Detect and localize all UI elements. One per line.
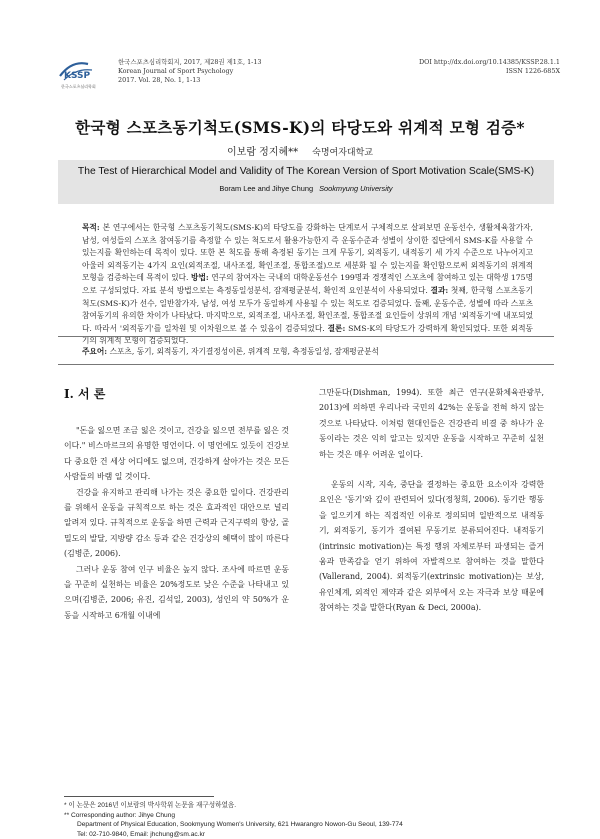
- journal-header: [58, 56, 560, 94]
- paragraph: 그러나 운동 참여 인구 비율은 높지 않다. 조사에 따르면 운동을 꾸준히 실천하는 비율은 20%정도로 낮은 수준을 나타내고 있으며(김병준, 2006; 유진, 김석일, 2003), 성인의 약 50%가 운동을 시작하고 6개월 이내에: [64, 564, 289, 620]
- footnote-address: Department of Physical Education, Sookmyung Women's University, 621 Hwarangro Nowon-Gu Seoul, 139-774: [77, 821, 403, 829]
- journal-logo: [58, 56, 98, 92]
- authors-ko-line: [0, 143, 600, 158]
- doi-link[interactable]: DOI http://dx.doi.org/10.14385/KSSP.28.1.1: [418, 58, 560, 66]
- affiliation-ko: 숙명여자대학교: [312, 148, 373, 158]
- body-column-right: [319, 385, 544, 616]
- logo-subtext: 한국스포츠심리학회: [61, 84, 96, 89]
- abstract-result-label: 결과:: [430, 285, 449, 295]
- abstract-purpose-label: 목적:: [82, 223, 100, 232]
- english-title-box: [58, 160, 554, 204]
- logo-text: KSSP: [64, 71, 91, 81]
- doi-block: [419, 58, 560, 76]
- footnote-contact: Tel: 02-710-9840, Email: jhchung@sm.ac.kr: [77, 830, 206, 838]
- footnotes: [64, 801, 534, 839]
- authors-en: Boram Lee and Jihye Chung: [219, 184, 314, 193]
- footnote-1: * 이 논문은 2016년 이보람의 박사학위 논문을 재구성하였음.: [64, 802, 237, 809]
- abstract-conclusion: SMS-K의 타당도가 강력하게 확인되었다. 또한 외적동기의 위계적 모형이 검증되었다.: [82, 323, 533, 346]
- abstract: [82, 222, 533, 348]
- article-title-en: The Test of Hierarchical Model and Validity of The Korean Version of Sport Motivation Scale(SMS-K): [77, 166, 535, 177]
- affiliation-en: Sookmyung University: [319, 184, 393, 193]
- paragraph: "돈을 잃으면 조금 잃은 것이고, 건강을 잃으면 전부를 잃은 것이다." 비스마르크의 유명한 명언이다. 이 명언에도 있듯이 건강보다 중요한 건 세상 어디에도 없으며, 건강하게 살아가는 것은 모든 사람들의 바램 일 것이다.: [64, 426, 289, 482]
- abstract-conclusion-label: 결론:: [327, 323, 346, 333]
- abstract-purpose: 본 연구에서는 한국형 스포츠동기척도(SMS-K)의 타당도를 강화하는 단계로서 구체적으로 살펴보면 운동선수, 생활체육참가자, 남성, 여성들의 스포츠 참여동기를 측정할 수 있는 척도로서 활용가능한지 즉 운동수준과 성별이 상이한 집단에서 SMS-K를 사용할 수 있는지를 확인하는데 목적이 있다. 또한 본 척도를 통해 측정된 동기는 크게 무동기, 외적동기, 내적동기 세 가지 수준으로 나누어지고 아울러 외적동기는 4가지 요인(외적조절, 내사조절, 확인조절, 통합조절)으로 세분화 될 수 있는지를 확인함으로써 외적동기의 위계적 모형을 검증하는데 목적이 있다.: [82, 223, 533, 283]
- journal-name-en: Korean Journal of Sport Psychology: [118, 67, 234, 75]
- footnote-2: ** Corresponding author: Jihye Chung: [64, 811, 176, 819]
- article-title-ko: 한국형 스포츠동기척도(SMS-K)의 타당도와 위계적 모형 검증*: [75, 118, 525, 137]
- paragraph: 운동의 시작, 지속, 중단을 결정하는 중요한 요소이자 강력한 요인은 '동기'와 깊이 관련되어 있다(정청희, 2006). 동기란 행동을 일으키게 하는 직접적인 이유로 정의되며 일반적으로 내적동기, 외적동기, 동기가 결여된 무동기로 분류되어진다. 내적동기(intrinsic motivation)는 특정 행위 자체로부터 파생되는 즐거움과 만족감을 얻기 위하여 자발적으로 참여하는 것을 말한다(Vallerand, 2004). 외적동기(extrinsic motivation)는 보상, 유인체계, 외적인 제약과 같은 외부에서 오는 자극과 보상 때문에 참여하는 것을 말한다(Ryan & Deci, 2000a).: [319, 480, 544, 613]
- journal-volume: 2017. Vol. 28, No. 1, 1-13: [118, 76, 201, 84]
- keywords-text: 스포츠, 동기, 외적동기, 자기결정성이론, 위계적 모형, 측정동일성, 잠재평균분석: [107, 347, 379, 356]
- abstract-divider: [58, 336, 554, 337]
- keywords: [82, 346, 533, 358]
- paragraph: 그만둔다(Dishman, 1994). 또한 최근 연구(문화체육관광부, 2013)에 의하면 우리나라 국민의 42%는 운동을 전혀 하지 않는 것으로 나타났다. 이처럼 현대인들은 건강관리 비결 중 하나가 운동이라는 것은 익히 알고는 있지만 운동을 시작하고 꾸준히 실천하는 것은 매우 어려운 일이다.: [319, 388, 544, 459]
- footnote-divider: [64, 796, 214, 797]
- abstract-method: 연구의 참여자는 국내의 대학운동선수 199명과 경쟁적인 스포츠에 참여하고 있는 대학생 175명으로 구성되었다. 자료 분석 방법으로는 측정동일성분석, 잠재평균분석, 확인적 요인분석이 사용되었다.: [82, 273, 533, 295]
- authors-ko: 이보람 정지혜**: [227, 147, 299, 158]
- body-column-left: [64, 423, 289, 623]
- journal-citation: [118, 58, 261, 85]
- abstract-method-label: 방법:: [191, 273, 209, 283]
- keywords-divider: [58, 364, 554, 365]
- issn: ISSN 1226-685X: [506, 67, 560, 75]
- journal-name-ko: 한국스포츠심리학회지, 2017, 제28권 제1호, 1-13: [118, 58, 262, 66]
- section-heading: I. 서 론: [64, 387, 106, 401]
- abstract-result: 첫째, 한국형 스포츠동기척도(SMS-K)가 선수, 일반참가자, 남성, 여성 모두가 동일하게 사용될 수 있는 척도로 검증되었다. 둘째, 운동수준, 성별에 따라 스포츠 참여동기의 유의한 차이가 나타났다. 마지막으로, 외적조절, 내사조절, 확인조절, 통합조절 요인들이 상위의 개념 '외적동기'에 내포되었다. 따라서 '외적동기'를 일차원 및 이차원으로 볼 수 있음이 검증되었다.: [82, 285, 533, 333]
- authors-en-line: [58, 184, 554, 193]
- paragraph: 건강을 유지하고 관리해 나가는 것은 중요한 일이다. 건강관리를 위해서 운동을 규칙적으로 하는 것은 효과적인 대안으로 널리 알려져 있다. 규칙적으로 운동을 하면 근력과 근지구력의 향상, 골밀도의 발달, 지방량 감소 등과 같은 건강상의 혜택이 많이 따른다(김병준, 2006).: [64, 487, 289, 559]
- keywords-label: 주요어:: [82, 347, 108, 356]
